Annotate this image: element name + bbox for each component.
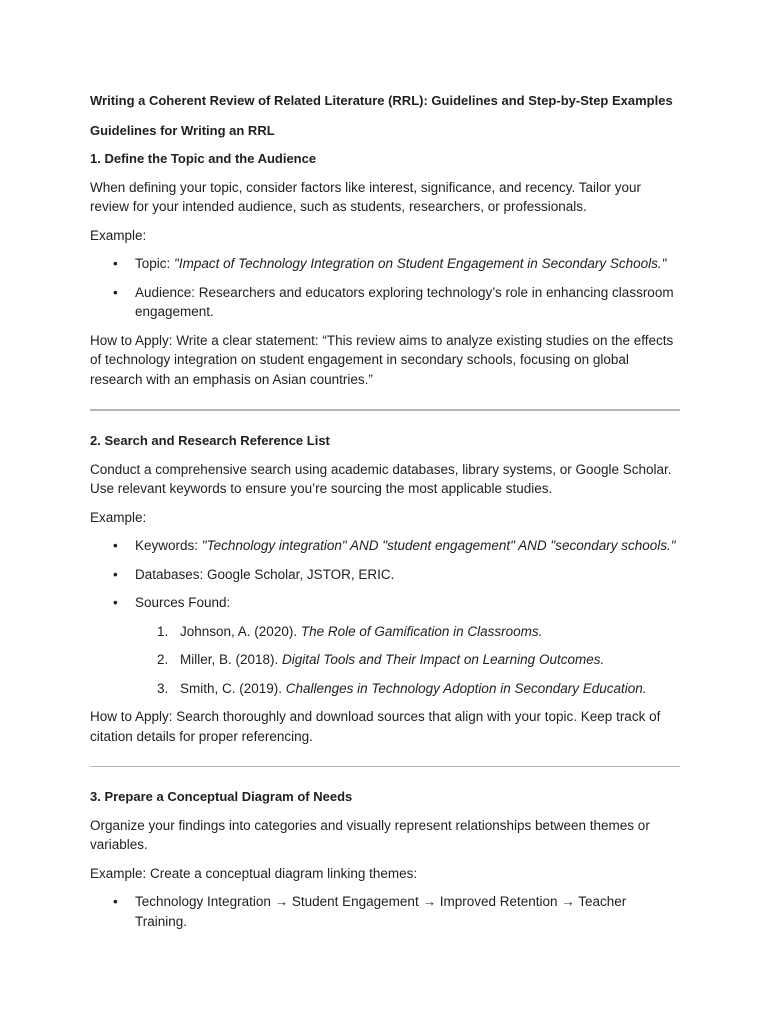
bullet-glyph: • bbox=[113, 256, 118, 271]
section-3-heading: 3. Prepare a Conceptual Diagram of Needs bbox=[90, 789, 353, 804]
document-body bbox=[90, 91, 680, 940]
bullet-glyph: • bbox=[113, 566, 118, 582]
bullet-glyph: • bbox=[113, 538, 118, 553]
section-3-bullet-list bbox=[90, 892, 680, 931]
databases-text: Databases: Google Scholar, JSTOR, ERIC. bbox=[135, 566, 395, 582]
section-2-example-label: Example: bbox=[90, 509, 147, 525]
source-item bbox=[135, 650, 680, 670]
audience-label: Audience: bbox=[135, 284, 199, 300]
section-2-bullet-list bbox=[90, 536, 680, 698]
sources-list bbox=[135, 622, 680, 699]
source-item bbox=[135, 622, 680, 642]
section-1-how-to-apply: How to Apply: Write a clear statement: “This review aims to analyze existing studies on the effects of technology integration on student engagement in secondary schools, focusing on global research with an emphasis on Asian countries.” bbox=[90, 332, 674, 387]
source-number: 2. bbox=[157, 652, 169, 667]
section-2-how-to-apply: How to Apply: Search thoroughly and download sources that align with your topic. Keep track of citation details for proper referencing. bbox=[90, 709, 661, 744]
section-3-example: Example: Create a conceptual diagram linking themes: bbox=[90, 865, 418, 881]
audience-text: Researchers and educators exploring technology’s role in enhancing classroom engagement. bbox=[135, 284, 674, 319]
source-author: Smith, C. (2019). bbox=[180, 680, 286, 696]
section-divider bbox=[90, 766, 680, 767]
source-item bbox=[135, 679, 680, 699]
document-title: Writing a Coherent Review of Related Literature (RRL): Guidelines and Step-by-Step Examples bbox=[90, 93, 673, 108]
source-number: 3. bbox=[157, 680, 169, 696]
sources-label: Sources Found: bbox=[135, 595, 231, 610]
section-3-intro: Organize your findings into categories and visually represent relationships between themes or variables. bbox=[90, 817, 650, 852]
topic-label: Topic: bbox=[135, 256, 175, 271]
list-item-keywords bbox=[90, 536, 680, 556]
source-title: Challenges in Technology Adoption in Secondary Education. bbox=[285, 680, 647, 696]
source-title: The Role of Gamification in Classrooms. bbox=[300, 623, 543, 639]
section-1-example-label: Example: bbox=[90, 227, 147, 243]
source-title: Digital Tools and Their Impact on Learning Outcomes. bbox=[282, 652, 605, 667]
source-author: Johnson, A. (2020). bbox=[180, 623, 301, 639]
guidelines-heading: Guidelines for Writing an RRL bbox=[90, 122, 275, 138]
section-1-intro: When defining your topic, consider factors like interest, significance, and recency. Tailor your review for your intended audience, such as students, researchers, or professionals. bbox=[90, 179, 642, 214]
keywords-label: Keywords: bbox=[135, 538, 202, 553]
bullet-glyph: • bbox=[113, 894, 118, 909]
bullet-glyph: • bbox=[113, 284, 118, 300]
list-item-sources bbox=[90, 593, 680, 698]
section-1-heading: 1. Define the Topic and the Audience bbox=[90, 151, 317, 166]
list-item-databases bbox=[90, 565, 680, 585]
list-item-diagram-flow bbox=[90, 892, 680, 931]
list-item-topic bbox=[90, 254, 680, 274]
section-1-bullet-list bbox=[90, 254, 680, 322]
section-2-intro: Conduct a comprehensive search using academic databases, library systems, or Google Scholar. Use relevant keywords to ensure you’re sourcing the most applicable studies. bbox=[90, 461, 672, 496]
section-divider bbox=[90, 409, 680, 411]
source-author: Miller, B. (2018). bbox=[180, 652, 283, 667]
list-item-audience bbox=[90, 283, 680, 322]
keywords-text: "Technology integration" AND "student engagement" AND "secondary schools." bbox=[201, 538, 676, 553]
section-2-heading: 2. Search and Research Reference List bbox=[90, 433, 330, 448]
topic-text: "Impact of Technology Integration on Student Engagement in Secondary Schools." bbox=[174, 256, 667, 271]
source-number: 1. bbox=[157, 623, 169, 639]
bullet-glyph: • bbox=[113, 595, 118, 610]
diagram-flow-text: Technology Integration → Student Engagement → Improved Retention → Teacher Training. bbox=[135, 894, 627, 929]
